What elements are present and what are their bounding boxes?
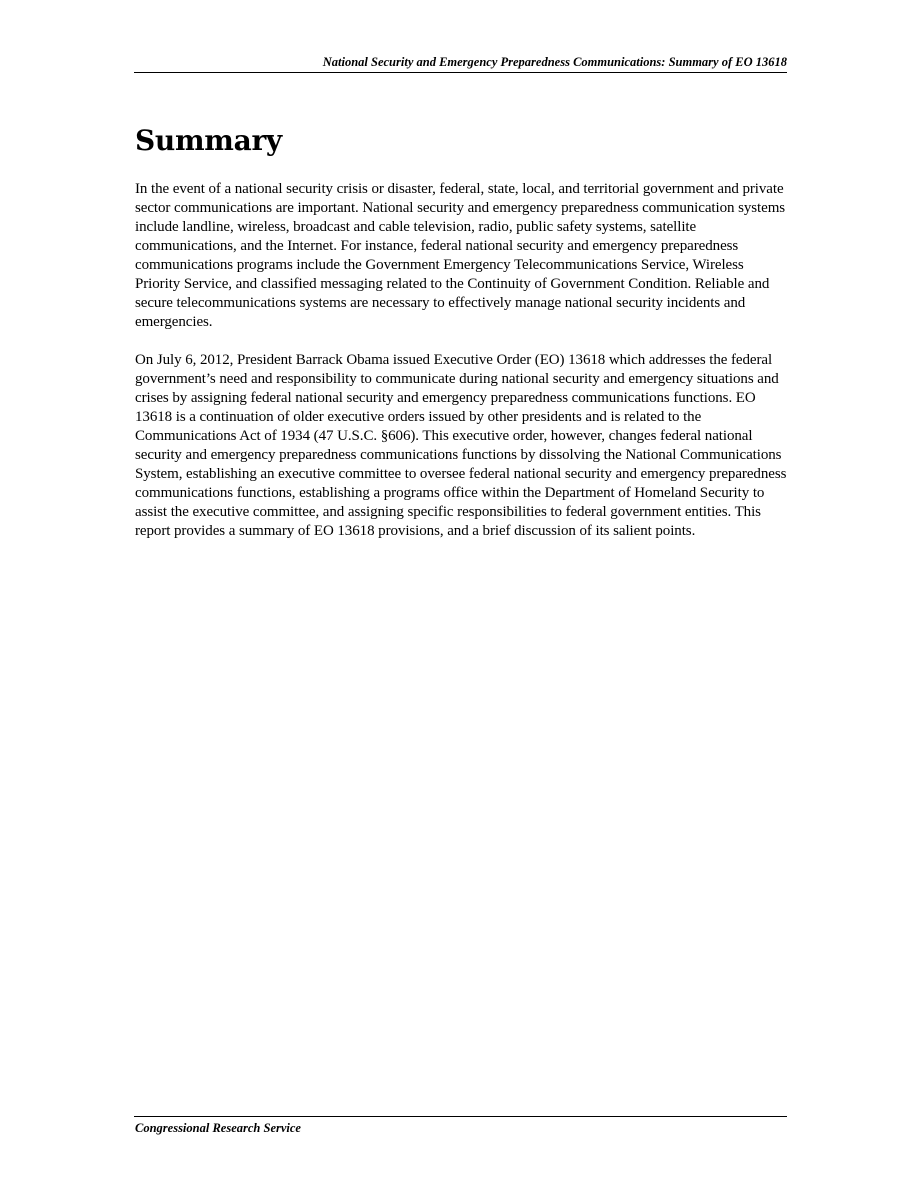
summary-paragraph-1: In the event of a national security crisis or disaster, federal, state, local, and territorial government and private sector communications are important. National security and emergency preparedness communication systems include landline, wireless, broadcast and cable television, radio, public safety systems, satellite communications, and the Internet. For instance, federal national security and emergency preparedness communications programs include the Government Emergency Telecommunications Service, Wireless Priority Service, and classified messaging related to the Continuity of Government Condition. Reliable and secure telecommunications systems are necessary to effectively manage national security incidents and emergencies. bbox=[135, 181, 786, 330]
page-content bbox=[135, 121, 787, 560]
summary-paragraph-2: On July 6, 2012, President Barrack Obama issued Executive Order (EO) 13618 which addresses the federal government’s need and responsibility to communicate during national security and emergency situations and crises by assigning federal national security and emergency preparedness communications functions. EO 13618 is a continuation of older executive orders issued by other presidents and is related to the Communications Act of 1934 (47 U.S.C. §606). This executive order, however, changes federal national security and emergency preparedness communications functions by dissolving the National Communications System, establishing an executive committee to oversee federal national security and emergency preparedness communications functions, establishing a programs office within the Department of Homeland Security to assist the executive committee, and assigning specific responsibilities to federal government entities. This report provides a summary of EO 13618 provisions, and a brief discussion of its salient points. bbox=[135, 352, 787, 539]
running-header-title: National Security and Emergency Preparedness Communications: Summary of EO 13618 bbox=[322, 55, 787, 69]
footer-organization: Congressional Research Service bbox=[135, 1121, 301, 1135]
running-header bbox=[134, 52, 787, 73]
page-footer bbox=[134, 1116, 787, 1135]
section-heading: Summary bbox=[135, 124, 282, 157]
